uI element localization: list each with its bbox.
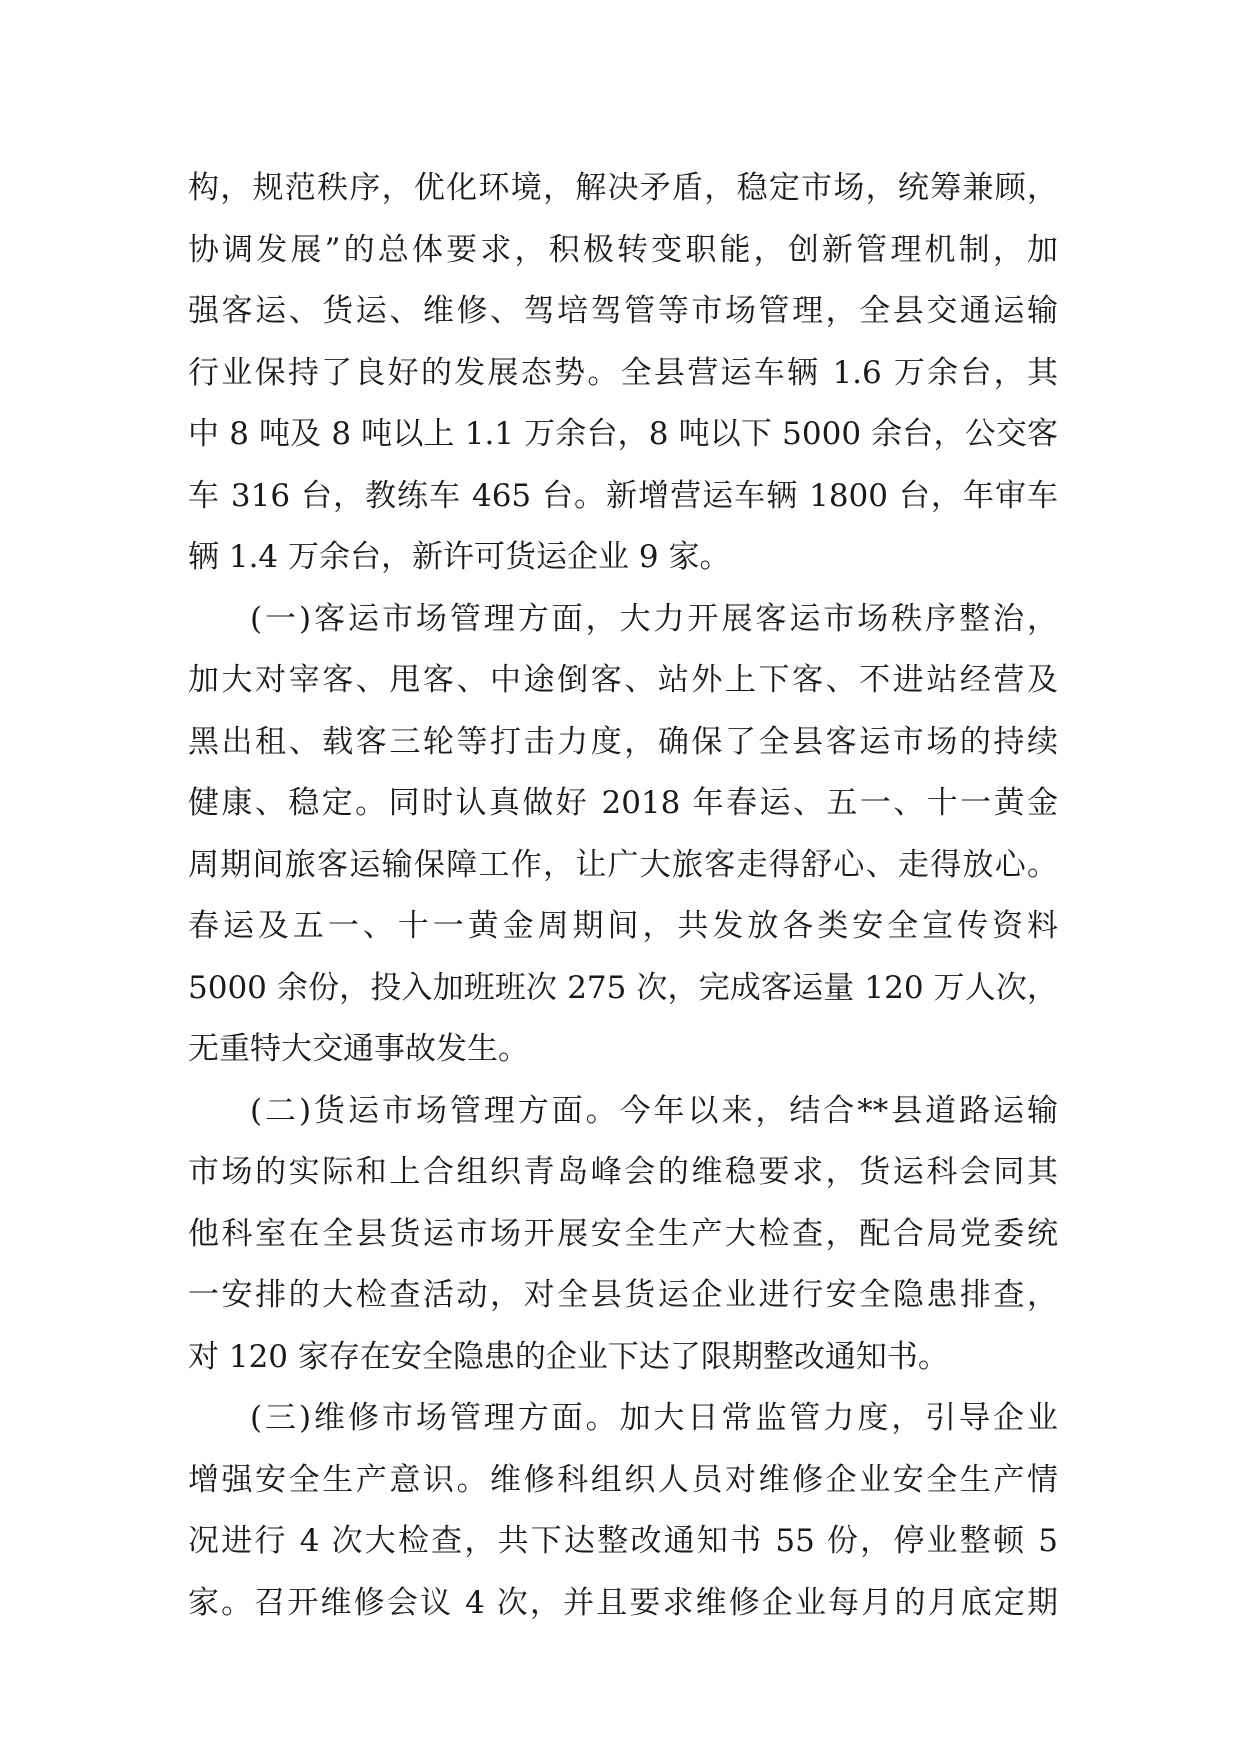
paragraph — [188, 589, 1058, 1081]
text-line: (一)客运市场管理方面，大力开展客运市场秩序整治， — [250, 600, 1058, 637]
text-line: 5000 余份，投入加班班次 275 次，完成客运量 120 万人次， — [188, 969, 1058, 1006]
text-line: 无重特大交通事故发生。 — [188, 1031, 529, 1067]
text-line: (三)维修市场管理方面。加大日常监管力度，引导企业 — [250, 1400, 1058, 1436]
text-line: 黑出租、载客三轮等打击力度，确保了全县客运市场的持续 — [188, 723, 1058, 760]
paragraph — [188, 158, 1058, 589]
text-line: 构，规范秩序，优化环境，解决矛盾，稳定市场，统筹兼顾， — [188, 170, 1058, 206]
text-line: 增强安全生产意识。维修科组织人员对维修企业安全生产情 — [188, 1461, 1058, 1498]
text-line: 春运及五一、十一黄金周期间，共发放各类安全宣传资料 — [188, 908, 1058, 944]
text-line: 协调发展”的总体要求，积极转变职能，创新管理机制，加 — [188, 231, 1058, 268]
text-line: 辆 1.4 万余台，新许可货运企业 9 家。 — [188, 539, 731, 575]
text-line: 他科室在全县货运市场开展安全生产大检查，配合局党委统 — [188, 1215, 1058, 1252]
text-line: 周期间旅客运输保障工作，让广大旅客走得舒心、走得放心。 — [188, 846, 1058, 883]
text-line: 况进行 4 次大检查，共下达整改通知书 55 份，停业整顿 5 — [188, 1523, 1058, 1559]
text-line: 一安排的大检查活动，对全县货运企业进行安全隐患排查， — [188, 1277, 1058, 1313]
text-line: 强客运、货运、维修、驾培驾管等市场管理，全县交通运输 — [188, 293, 1058, 329]
text-line: 中 8 吨及 8 吨以上 1.1 万余台，8 吨以下 5000 余台，公交客 — [188, 416, 1058, 452]
text-line: 对 120 家存在安全隐患的企业下达了限期整改通知书。 — [188, 1338, 949, 1375]
text-line: (二)货运市场管理方面。今年以来，结合**县道路运输 — [250, 1092, 1058, 1129]
text-line: 加大对宰客、甩客、中途倒客、站外上下客、不进站经营及 — [188, 662, 1058, 698]
text-line: 健康、稳定。同时认真做好 2018 年春运、五一、十一黄金 — [188, 785, 1058, 821]
paragraph — [188, 1388, 1058, 1634]
text-line: 行业保持了良好的发展态势。全县营运车辆 1.6 万余台，其 — [188, 354, 1058, 391]
paragraph — [188, 1081, 1058, 1389]
text-line: 车 316 台，教练车 465 台。新增营运车辆 1800 台，年审车 — [188, 477, 1058, 514]
document-body — [188, 158, 1058, 1634]
text-line: 市场的实际和上合组织青岛峰会的维稳要求，货运科会同其 — [188, 1154, 1058, 1190]
text-line: 家。召开维修会议 4 次，并且要求维修企业每月的月底定期 — [188, 1584, 1058, 1621]
